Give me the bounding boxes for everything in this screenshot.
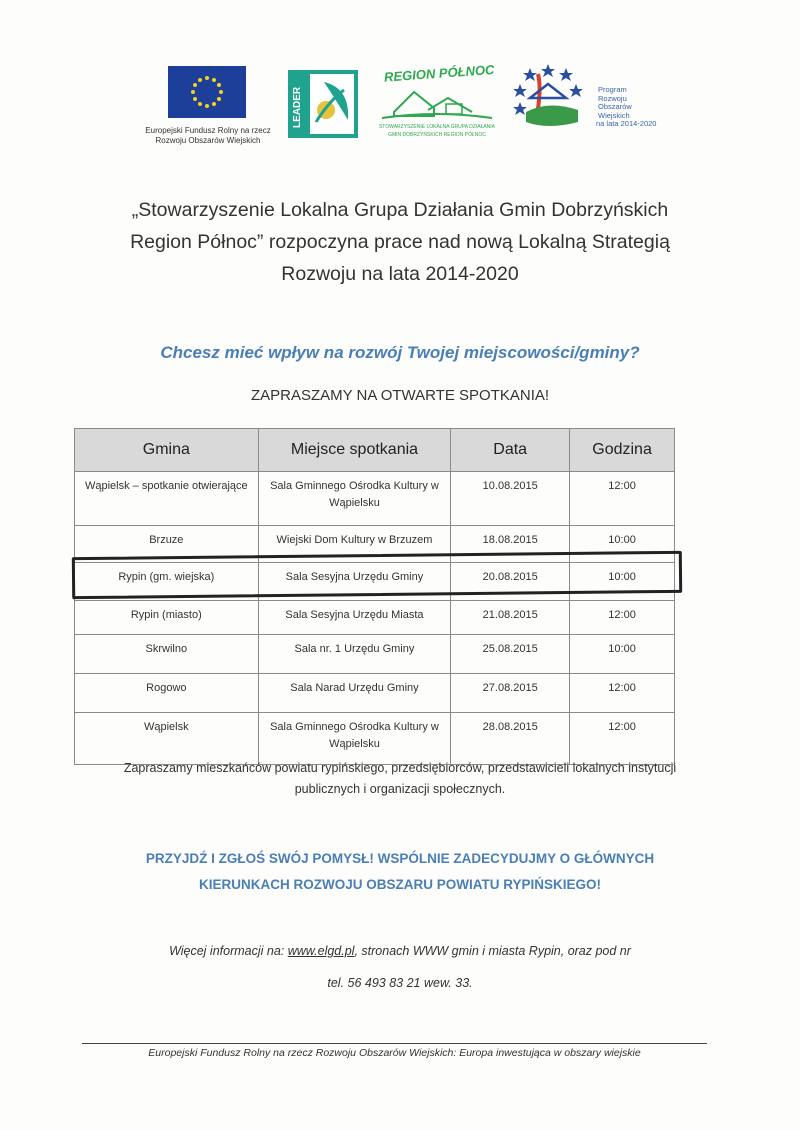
cell-gmina: Skrwilno — [75, 635, 259, 674]
cell-data: 18.08.2015 — [451, 526, 570, 563]
cell-data: 27.08.2015 — [451, 674, 570, 713]
subtitle-question: Chcesz mieć wpływ na rozwój Twojej miejscowości/gminy? — [160, 343, 640, 362]
cell-miejsce: Sala Sesyjna Urzędu Gminy — [258, 563, 451, 601]
table-header-row — [75, 429, 675, 472]
cell-miejsce: Sala Gminnego Ośrodka Kultury w Wąpielsku — [258, 472, 451, 526]
header-miejsce: Miejsce spotkania — [258, 429, 451, 472]
cell-miejsce: Sala nr. 1 Urzędu Gminy — [258, 635, 451, 674]
cell-godzina: 12:00 — [570, 674, 675, 713]
cell-gmina: Rypin (miasto) — [75, 601, 259, 635]
region-logo-title: REGION PÓŁNOC — [383, 61, 495, 85]
footer-divider — [82, 1043, 707, 1044]
table-row — [75, 601, 675, 635]
table-row — [75, 674, 675, 713]
eu-stars-icon — [168, 66, 246, 118]
cell-gmina: Rypin (gm. wiejska) — [75, 563, 259, 601]
cell-gmina: Brzuze — [75, 526, 259, 563]
footer-text: Europejski Fundusz Rolny na rzecz Rozwoju Obszarów Wiejskich: Europa inwestująca w obszary wiejskie — [148, 1047, 641, 1059]
cell-gmina: Rogowo — [75, 674, 259, 713]
cell-godzina: 12:00 — [570, 601, 675, 635]
cell-gmina: Wąpielsk – spotkanie otwierające — [75, 472, 259, 526]
cell-miejsce: Wiejski Dom Kultury w Brzuzem — [258, 526, 451, 563]
leader-icon — [288, 70, 358, 138]
eu-caption: Europejski Fundusz Rolny na rzecz Rozwoju Obszarów Wiejskich — [145, 126, 271, 145]
leader-logo — [288, 70, 358, 138]
cell-miejsce: Sala Gminnego Ośrodka Kultury w Wąpielsku — [258, 713, 451, 765]
phone-number: tel. 56 493 83 21 wew. 33. — [327, 976, 473, 990]
cell-data: 10.08.2015 — [451, 472, 570, 526]
header-gmina: Gmina — [75, 429, 259, 472]
eu-flag-logo — [168, 66, 246, 118]
cell-data: 25.08.2015 — [451, 635, 570, 674]
cell-gmina: Wąpielsk — [75, 713, 259, 765]
region-logo-line2: GMIN DOBRZYŃSKICH REGION PÓŁNOC — [388, 132, 486, 138]
cell-godzina: 10:00 — [570, 563, 675, 601]
leader-wordmark: LEADER — [292, 86, 303, 128]
region-logo-graphic — [376, 58, 498, 142]
cell-godzina: 12:00 — [570, 713, 675, 765]
region-logo-line1: STOWARZYSZENIE LOKALNA GRUPA DZIAŁANIA — [378, 124, 496, 130]
cell-miejsce: Sala Sesyjna Urzędu Miasta — [258, 601, 451, 635]
page-title: „Stowarzyszenie Lokalna Grupa Działania Gmin Dobrzyńskich Region Północ” rozpoczyna prace nad nową Lokalną Strategią Rozwoju na lata 2014-2020 — [130, 199, 670, 285]
cell-miejsce: Sala Narad Urzędu Gminy — [258, 674, 451, 713]
prow-graphic — [508, 60, 588, 132]
cell-data: 21.08.2015 — [451, 601, 570, 635]
row-highlight-marker — [72, 551, 682, 599]
header-data: Data — [451, 429, 570, 472]
cell-godzina: 10:00 — [570, 526, 675, 563]
table-row — [75, 713, 675, 765]
call-to-action: PRZYJDŹ I ZGŁOŚ SWÓJ POMYSŁ! WSPÓLNIE ZADECYDUJMY O GŁÓWNYCH KIERUNKACH ROZWOJU OBSZARU POWIATU RYPIŃSKIEGO! — [145, 851, 655, 892]
more-info: Więcej informacji na: www.elgd.pl, stronach WWW gmin i miasta Rypin, oraz pod nr — [169, 944, 631, 958]
prow-caption: Program Rozwoju Obszarów Wiejskich na lata 2014-2020 — [596, 85, 657, 128]
residents-invitation: Zapraszamy mieszkańców powiatu rypińskiego, przedsiębiorców, przedstawicieli lokalnych instytucji publicznych i organizacji społecznych. — [123, 761, 677, 796]
invite-heading: ZAPRASZAMY NA OTWARTE SPOTKANIA! — [250, 387, 550, 404]
header-godzina: Godzina — [570, 429, 675, 472]
table-row — [75, 635, 675, 674]
table-row — [75, 472, 675, 526]
cell-data: 28.08.2015 — [451, 713, 570, 765]
cell-godzina: 10:00 — [570, 635, 675, 674]
prow-logo — [508, 60, 588, 132]
cell-data: 20.08.2015 — [451, 563, 570, 601]
website-link[interactable]: www.elgd.pl — [287, 944, 355, 958]
region-polnoc-logo — [376, 58, 498, 142]
cell-godzina: 12:00 — [570, 472, 675, 526]
